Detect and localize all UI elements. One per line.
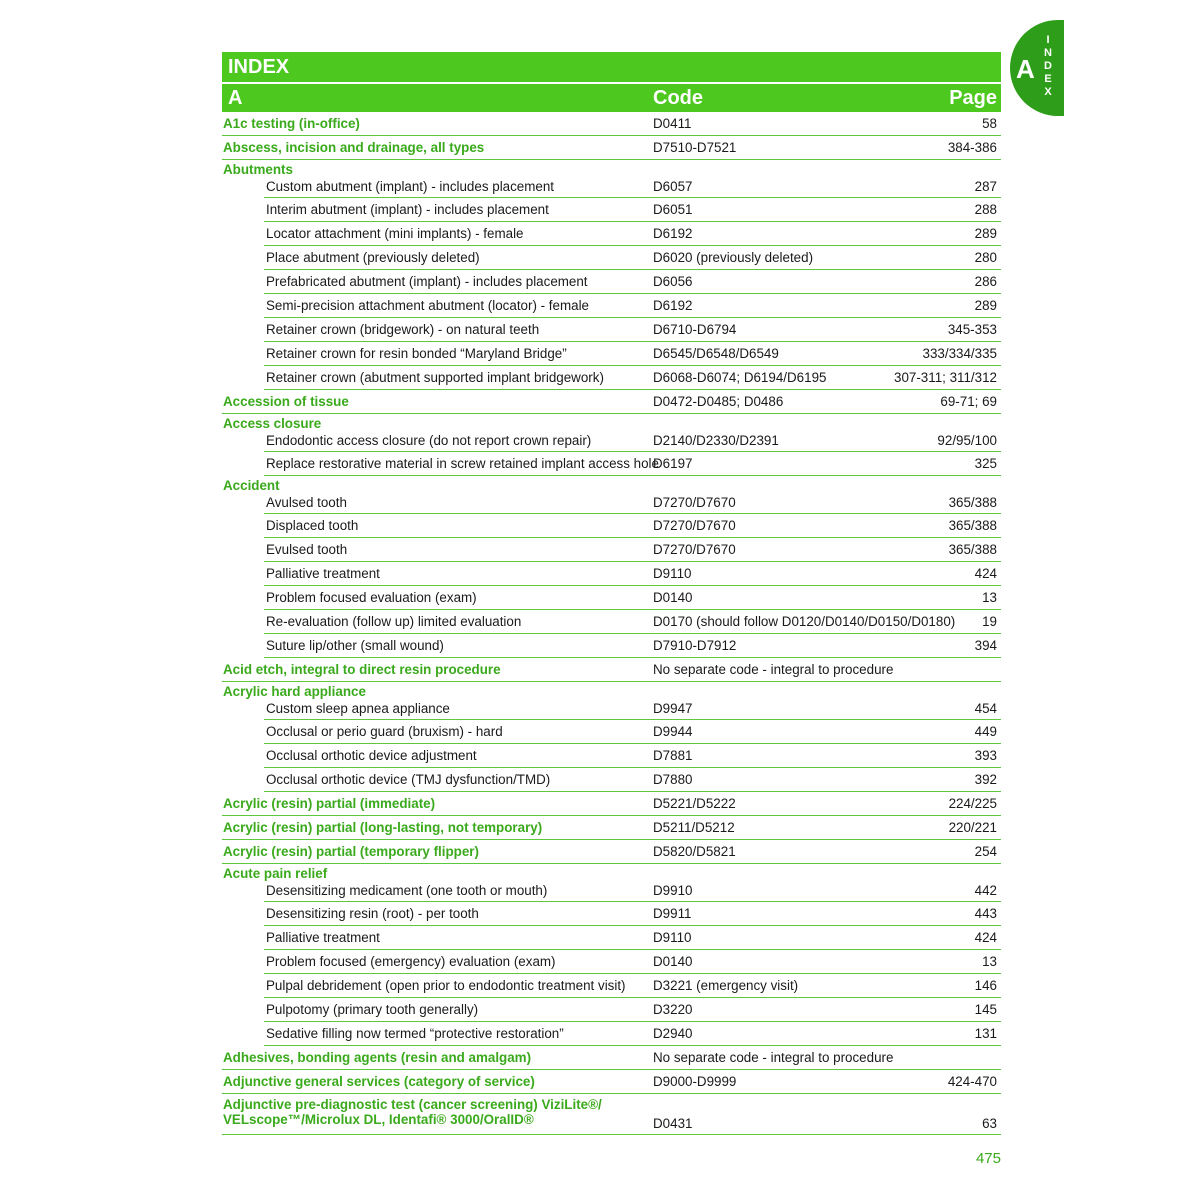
index-subentry-row	[264, 998, 1001, 1022]
entry-page: 384-386	[947, 140, 997, 155]
entry-label: Prefabricated abutment (implant) - includes placement	[266, 274, 588, 289]
entry-label: Pulpotomy (primary tooth generally)	[266, 1002, 479, 1017]
entry-page: 146	[974, 978, 997, 993]
entry-page: 392	[974, 772, 997, 787]
entry-code: D9944	[653, 724, 693, 739]
entry-page: 289	[974, 298, 997, 313]
entry-code: D0472-D0485; D0486	[653, 394, 784, 409]
entry-code: D6056	[653, 274, 693, 289]
index-subentry-row	[264, 270, 1001, 294]
entry-code: D2140/D2330/D2391	[653, 433, 779, 448]
column-header-bar	[222, 84, 1001, 112]
entry-page: 63	[982, 1116, 997, 1131]
entry-page: 325	[974, 456, 997, 471]
index-group-heading	[222, 682, 1001, 700]
entry-code: D0170 (should follow D0120/D0140/D0150/D0180)	[653, 614, 956, 629]
entry-label: Adhesives, bonding agents (resin and amalgam)	[223, 1050, 532, 1065]
index-entry-row	[222, 816, 1001, 840]
entry-page: 345-353	[947, 322, 997, 337]
index-entry-row	[222, 136, 1001, 160]
entry-code: D0140	[653, 590, 693, 605]
index-subentry-row	[264, 562, 1001, 586]
entry-label: Adjunctive general services (category of service)	[223, 1074, 535, 1089]
index-group-heading	[222, 864, 1001, 882]
entry-page: 280	[974, 250, 997, 265]
entry-label: Abscess, incision and drainage, all types	[223, 140, 485, 155]
entry-label: Suture lip/other (small wound)	[266, 638, 444, 653]
index-subentry-row	[264, 432, 1001, 452]
entry-label: Palliative treatment	[266, 566, 380, 581]
entry-label: Avulsed tooth	[266, 495, 347, 510]
entry-page: 333/334/335	[922, 346, 997, 361]
entry-code: D7880	[653, 772, 693, 787]
entry-label: Custom sleep apnea appliance	[266, 701, 450, 716]
entry-label: Problem focused (emergency) evaluation (exam)	[266, 954, 556, 969]
index-subentry-row	[264, 720, 1001, 744]
index-subentry-row	[264, 902, 1001, 926]
entry-label: Custom abutment (implant) - includes placement	[266, 179, 555, 194]
entry-label: Desensitizing medicament (one tooth or mouth)	[266, 883, 548, 898]
entry-label-line-1: Adjunctive pre-diagnostic test (cancer screening) ViziLite®/	[223, 1097, 602, 1112]
entry-label: Retainer crown (bridgework) - on natural teeth	[266, 322, 540, 337]
index-entry-row	[222, 1094, 1001, 1135]
entry-page: 449	[974, 724, 997, 739]
page-column-header: Page	[949, 87, 997, 109]
entry-code: D0140	[653, 954, 693, 969]
index-subentry-row	[264, 294, 1001, 318]
entry-code: D6057	[653, 179, 693, 194]
entry-label: Re-evaluation (follow up) limited evaluation	[266, 614, 522, 629]
entry-label: Acrylic (resin) partial (immediate)	[223, 796, 436, 811]
index-subentry-row	[264, 926, 1001, 950]
index-subentry-row	[264, 514, 1001, 538]
index-subentry-row	[264, 586, 1001, 610]
entry-code: D0411	[653, 116, 692, 131]
index-group-heading	[222, 160, 1001, 178]
entry-label: Place abutment (previously deleted)	[266, 250, 480, 265]
entry-label: Palliative treatment	[266, 930, 380, 945]
entry-page: 69-71; 69	[940, 394, 997, 409]
index-side-tab	[1010, 20, 1064, 116]
entry-code: D3221 (emergency visit)	[653, 978, 799, 993]
entry-code: D6020 (previously deleted)	[653, 250, 814, 265]
index-subentry-row	[264, 974, 1001, 998]
group-label: Acrylic hard appliance	[223, 684, 366, 699]
entry-code: D5820/D5821	[653, 844, 736, 859]
entry-page: 13	[982, 590, 997, 605]
code-column-header: Code	[653, 87, 703, 109]
entry-label-line-2: VELscope™/Microlux DL, Identafi® 3000/OralID®	[223, 1112, 534, 1127]
entry-code: D2940	[653, 1026, 693, 1041]
entry-page: 365/388	[948, 518, 997, 533]
entry-code: D5221/D5222	[653, 796, 736, 811]
entry-label: Acrylic (resin) partial (long-lasting, not temporary)	[223, 820, 543, 835]
index-subentry-row	[264, 318, 1001, 342]
index-subentry-row	[264, 452, 1001, 476]
entry-code: D9910	[653, 883, 693, 898]
entry-page: 365/388	[948, 542, 997, 557]
entry-code: D9947	[653, 701, 693, 716]
entry-page: 92/95/100	[937, 433, 997, 448]
section-letter: A	[228, 87, 243, 109]
index-subentry-row	[264, 494, 1001, 514]
entry-page: 58	[982, 116, 997, 131]
entry-label: Interim abutment (implant) - includes placement	[266, 202, 549, 217]
entry-code: D7270/D7670	[653, 495, 736, 510]
entry-page: 224/225	[948, 796, 997, 811]
entry-page: 287	[974, 179, 997, 194]
entry-code: D6068-D6074; D6194/D6195	[653, 370, 827, 385]
entry-code: D7270/D7670	[653, 518, 736, 533]
entry-label: Locator attachment (mini implants) - female	[266, 226, 524, 241]
entry-label: Occlusal orthotic device adjustment	[266, 748, 477, 763]
entry-page: 442	[974, 883, 997, 898]
entry-code: D7510-D7521	[653, 140, 737, 155]
entry-label: Pulpal debridement (open prior to endodontic treatment visit)	[266, 978, 626, 993]
index-group-heading	[222, 476, 1001, 494]
index-entry-row	[222, 112, 1001, 136]
entry-label: Evulsed tooth	[266, 542, 348, 557]
entry-code: D9110	[653, 566, 692, 581]
entry-label: Displaced tooth	[266, 518, 359, 533]
entry-label: Desensitizing resin (root) - per tooth	[266, 906, 479, 921]
index-entry-row	[222, 792, 1001, 816]
entry-code: D9911	[653, 906, 692, 921]
index-subentry-row	[264, 744, 1001, 768]
index-subentry-row	[264, 538, 1001, 562]
group-label: Acute pain relief	[223, 866, 328, 881]
index-subentry-row	[264, 198, 1001, 222]
index-subentry-row	[264, 882, 1001, 902]
entry-page: 131	[974, 1026, 997, 1041]
entry-label: Semi-precision attachment abutment (locator) - female	[266, 298, 589, 313]
entry-page: 307-311; 311/312	[894, 370, 997, 385]
entry-page: 145	[974, 1002, 997, 1017]
entry-code: No separate code - integral to procedure	[653, 1050, 894, 1065]
index-entry-row	[222, 1046, 1001, 1070]
entry-page: 424-470	[947, 1074, 997, 1089]
index-subentry-row	[264, 178, 1001, 198]
entry-label: Problem focused evaluation (exam)	[266, 590, 477, 605]
entry-label: Accession of tissue	[223, 394, 349, 409]
index-title: INDEX	[228, 56, 290, 78]
entry-code: D7881	[653, 748, 693, 763]
index-subentry-row	[264, 700, 1001, 720]
entry-label: Sedative filling now termed “protective restoration”	[266, 1026, 564, 1041]
entry-code: D7270/D7670	[653, 542, 736, 557]
entry-code: No separate code - integral to procedure	[653, 662, 894, 677]
entry-code: D3220	[653, 1002, 693, 1017]
entry-label: Retainer crown (abutment supported implant bridgework)	[266, 370, 604, 385]
entry-label	[223, 1097, 602, 1127]
entry-page: 13	[982, 954, 997, 969]
group-label: Access closure	[223, 416, 322, 431]
entry-code: D7910-D7912	[653, 638, 737, 653]
entry-page: 19	[982, 614, 997, 629]
index-entry-row	[222, 840, 1001, 864]
entry-page: 220/221	[948, 820, 997, 835]
index-subentry-row	[264, 634, 1001, 658]
entry-page: 393	[974, 748, 997, 763]
entry-page: 286	[974, 274, 997, 289]
index-subentry-row	[264, 246, 1001, 270]
entry-page: 443	[974, 906, 997, 921]
entry-label: Acrylic (resin) partial (temporary flipper)	[223, 844, 479, 859]
entry-code: D9110	[653, 930, 692, 945]
entry-page: 288	[974, 202, 997, 217]
index-group-heading	[222, 414, 1001, 432]
entry-page: 365/388	[948, 495, 997, 510]
entry-page: 289	[974, 226, 997, 241]
index-subentry-row	[264, 222, 1001, 246]
index-subentry-row	[264, 950, 1001, 974]
index-page	[222, 52, 1001, 1135]
entry-page: 424	[974, 566, 997, 581]
index-entry-row	[222, 658, 1001, 682]
entry-label: Endodontic access closure (do not report crown repair)	[266, 433, 592, 448]
index-subentry-row	[264, 610, 1001, 634]
page-number: 475	[975, 1150, 1001, 1167]
index-subentry-row	[264, 342, 1001, 366]
entry-code: D6051	[653, 202, 693, 217]
side-tab-letter: A	[1016, 54, 1035, 84]
entry-label: Occlusal orthotic device (TMJ dysfunction/TMD)	[266, 772, 551, 787]
index-subentry-row	[264, 768, 1001, 792]
entry-label: Acid etch, integral to direct resin procedure	[223, 662, 501, 677]
entry-label: Retainer crown for resin bonded “Maryland Bridge”	[266, 346, 567, 361]
entry-code: D6710-D6794	[653, 322, 737, 337]
index-subentry-row	[264, 366, 1001, 390]
entry-page: 394	[974, 638, 997, 653]
entry-code: D6197	[653, 456, 693, 471]
entry-label: Replace restorative material in screw retained implant access hole	[266, 456, 659, 471]
entry-code: D6192	[653, 298, 693, 313]
entry-page: 254	[974, 844, 997, 859]
entry-label: A1c testing (in-office)	[223, 116, 360, 131]
entry-code: D6545/D6548/D6549	[653, 346, 779, 361]
entry-code: D5211/D5212	[653, 820, 735, 835]
index-entry-row	[222, 1070, 1001, 1094]
index-title-bar	[222, 52, 1001, 82]
index-entry-row	[222, 390, 1001, 414]
group-label: Abutments	[223, 162, 293, 177]
entry-page: 424	[974, 930, 997, 945]
entry-label: Occlusal or perio guard (bruxism) - hard	[266, 724, 503, 739]
entry-code: D0431	[653, 1116, 693, 1131]
group-label: Accident	[223, 478, 280, 493]
entry-code: D6192	[653, 226, 693, 241]
entry-page: 454	[974, 701, 997, 716]
index-entries	[222, 112, 1001, 1135]
entry-code: D9000-D9999	[653, 1074, 737, 1089]
index-subentry-row	[264, 1022, 1001, 1046]
side-tab-word: I N D E X	[1044, 34, 1052, 98]
